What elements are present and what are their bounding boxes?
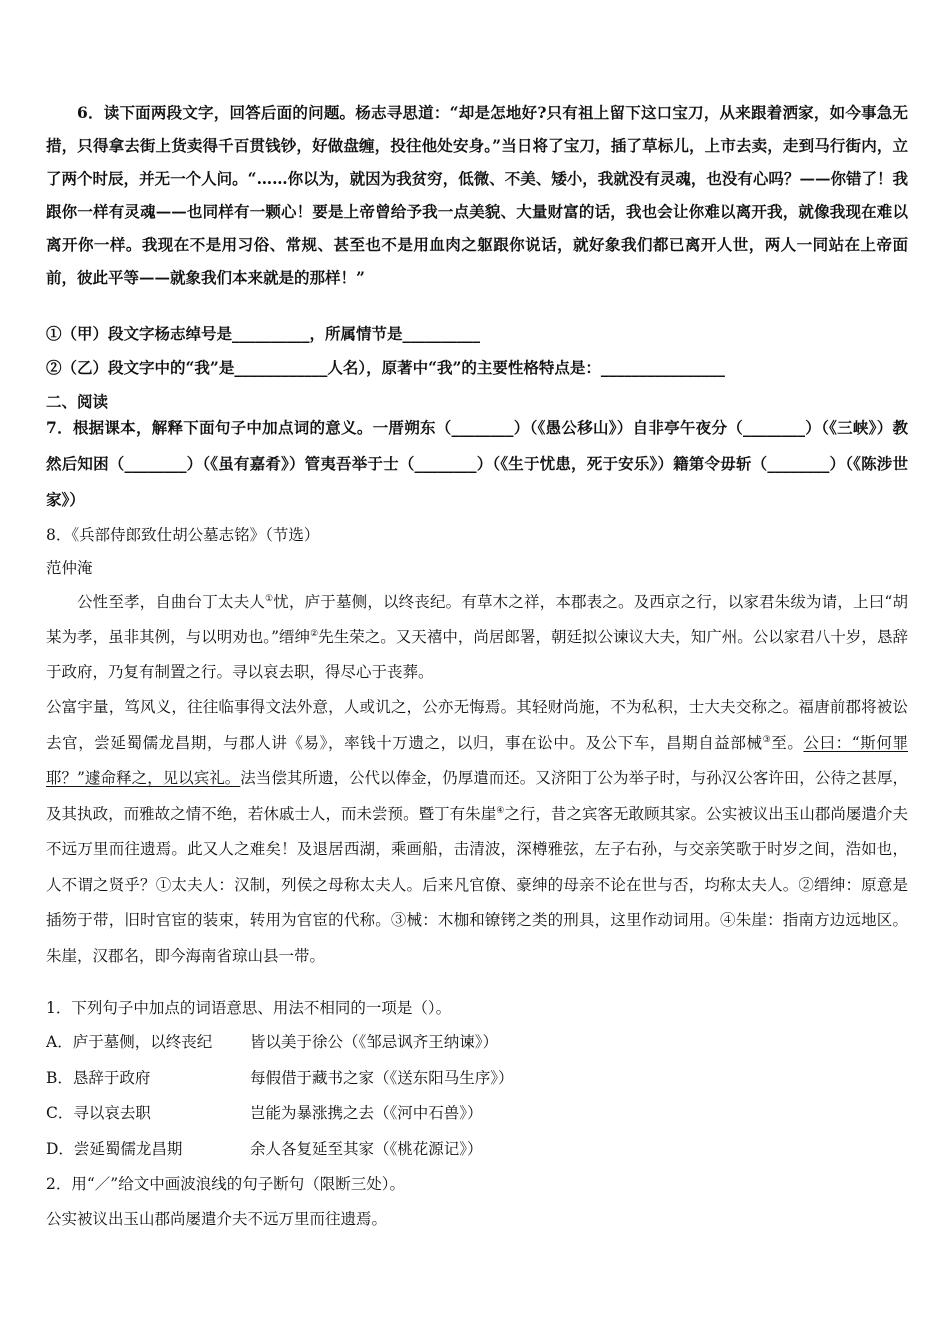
question-7: 7．根据课本，解释下面句子中加点词的意义。一厝朔东（________）（《愚公移山》）自非亭午夜分（________）（《三峡》）教然后知困（________）（《虽有嘉肴》）管夷吾举于士（________）（《生于忧患，死于安乐》）籍第令毋斩（________）（《陈涉世家》） <box>46 418 908 509</box>
q8-author: 范仲淹 <box>46 559 93 577</box>
article-paragraph-2: 公富宇量，笃风义，往往临事得文法外意，人或讥之，公亦无悔焉。其轻财尚施，不为私积，士大夫交称之。福唐前郡将被讼去官，尝延蜀儒龙昌期，与郡人讲《易》，率钱十万遗之，以归，事在讼中。及公下车，昌期自益部械③至。公曰：“斯何罪耶？”遽命释之，见以宾礼。法当偿其所遗，公代以俸金，仍厚遣而还。又济阳丁公为举子时，与孙汉公客许田，公待之甚厚，及其执政，而雅故之情不绝，若休戚士人，而未尝预。暨丁有朱崖④之行，昔之宾客无敢顾其家。公实被议出玉山郡尚屡遣介夫不远万里而往遗焉。此又人之难矣！及退居西湖，乘画船，击清波，深樽雅弦，左子右孙，与交亲笑歌于时岁之间，浩如也，人不谓之贤乎？①太夫人：汉制，列侯之母称太夫人。后来凡官僚、豪绅的母亲不论在世与否，均称太夫人。②缙绅：原意是插笏于带，旧时官宦的装束，转用为官宦的代称。③械：木枷和镣铐之类的刑具，这里作动词用。④朱崖：指南方边远地区。朱崖，汉郡名，即今海南省琼山县一带。 <box>46 698 908 965</box>
option-c: C．寻以哀去职 岂能为暴涨携之去（《河中石兽》） <box>46 1104 483 1122</box>
wavy-underlined-sentence: 公曰：“斯何罪耶？”遽命释之，见以宾礼。 <box>46 733 908 787</box>
question-6 <box>46 96 908 294</box>
q6-subquestion-1: ①（甲）段文字杨志绰号是__________，所属情节是__________ <box>46 324 481 343</box>
footnote-marker: ② <box>310 628 319 639</box>
q6-prompt: 6．读下面两段文字，回答后面的问题。 <box>77 103 356 122</box>
q8-subquestion-1: 1．下列句子中加点的词语意思、用法不相同的一项是（）。 <box>46 999 452 1017</box>
q8-title: 8．《兵部侍郎致仕胡公墓志铭》（节选） <box>46 526 320 544</box>
footnotes: ①太夫人：汉制，列侯之母称太夫人。后来凡官僚、豪绅的母亲不论在世与否，均称太夫人。②缙绅：原意是插笏于带，旧时官宦的装束，转用为官宦的代称。③械：木枷和镣铐之类的刑具，这里作动词用。④朱崖：指南方边远地区。朱崖，汉郡名，即今海南省琼山县一带。 <box>46 875 908 965</box>
q8-subquestion-2-sentence: 公实被议出玉山郡尚屡遣介夫不远万里而往遗焉。 <box>46 1210 388 1228</box>
footnote-marker: ① <box>265 593 274 604</box>
footnote-marker: ④ <box>496 805 505 816</box>
option-a: A．庐于墓侧，以终丧纪 皆以美于徐公（《邹忌讽齐王纳谏》） <box>46 1033 499 1051</box>
option-d: D．尝延蜀儒龙昌期 余人各复延至其家（《桃花源记》） <box>46 1140 483 1158</box>
q8-subquestion-2: 2．用“／”给文中画波浪线的句子断句（限断三处）。 <box>46 1175 405 1193</box>
q6-passage-jia: 杨志寻思道：“却是怎地好?只有祖上留下这口宝刀，从来跟着洒家，如今事急无措，只得拿去街上货卖得千百贯钱钞，好做盘缠，投往他处安身。”当日将了宝刀，插了草标儿，上市去卖，走到马行街内，立了两个时辰，并无一个人问。 <box>46 103 908 188</box>
q6-subquestion-2: ②（乙）段文字中的“我”是____________人名），原著中“我”的主要性格特点是：________________ <box>46 358 725 377</box>
q6-passage-yi: “……你以为，就因为我贫穷，低微、不美、矮小，我就没有灵魂，也没有心吗？——你错了！我跟你一样有灵魂——也同样有一颗心！要是上帝曾给予我一点美貌、大量财富的话，我也会让你难以离开我，就像我现在难以离开你一样。我现在不是用习俗、常规、甚至也不是用血肉之躯跟你说话，就好象我们都已离开人世，两人一同站在上帝面前，彼此平等——就象我们本来就是的那样！” <box>46 169 908 287</box>
footnote-marker: ③ <box>762 734 772 745</box>
article-paragraph-1: 公性至孝，自曲台丁太夫人①忧，庐于墓侧，以终丧纪。有草木之祥，本郡表之。及西京之行，以家君朱绂为请，上曰“胡某为孝，虽非其例，与以明劝也。”缙绅②先生荣之。又天禧中，尚居郎署，朝廷拟公谏议大夫，知广州。公以家君八十岁，恳辞于政府，乃复有制置之行。寻以哀去职，得尽心于丧葬。 <box>46 593 908 681</box>
option-b: B．恳辞于政府 每假借于藏书之家（《送东阳马生序》） <box>46 1069 514 1087</box>
section-title-reading: 二、阅读 <box>46 392 109 411</box>
